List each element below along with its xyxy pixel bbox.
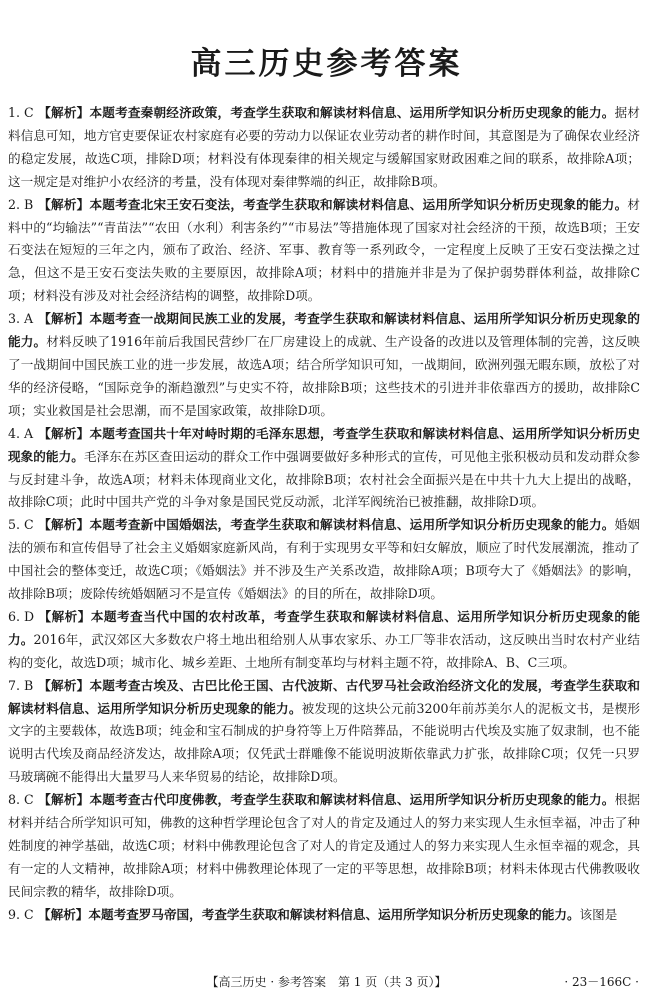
analysis-lead: 本题考查古代印度佛教，考查学生获取和解读材料信息、运用所学知识分析历史现象的能力。 (89, 792, 615, 808)
answer-item-3 (8, 308, 640, 423)
analysis-text: 2016年，武汉郊区大多数农户将土地出租给别人从事农家乐、办工厂等非农活动，这反映出当时农村产业结构的变化，故选D项；城市化、城乡差距、土地所有制变革均与材料主题不符，故排除A、B、C三项。 (8, 631, 640, 670)
analysis-lead: 本题考查当代中国的农村改革，考查学生获取和解读材料信息、运用所学知识分析历史现象的能力。 (8, 608, 641, 647)
analysis-text: 婚姻法的颁布和宣传倡导了社会主义婚姻家庭新风尚，有利于实现男女平等和妇女解放，顺应了时代发展潮流，推动了中国社会的整体变迁，故选C项；《婚姻法》并不涉及生产关系改造，故排除A项；B项夸大了《婚姻法》的影响，故排除B项；废除传统婚姻陋习不是宣传《婚姻法》的目的所在，故排除D项。 (8, 517, 641, 602)
analysis-text: 材料中的“均输法”“青苗法”“农田（水利）利害条约”“市易法”等措施体现了国家对社会经济的干预，故选B项；王安石变法在短短的三年之内，颁布了政治、经济、军事、教育等一系列政令，一定程度上反映了王安石变法操之过急，但这不是王安石变法失败的主要原因，故排除A项；材料中的措施并非是为了保护弱势群体利益，故排除C项；材料没有涉及对社会经济结构的调整，故排除D项。 (8, 196, 641, 304)
analysis-tag: 【解析】 (38, 196, 90, 212)
analysis-tag: 【解析】 (38, 608, 91, 624)
answer-number: 7. B (8, 677, 34, 693)
analysis-lead: 本题考查北宋王安石变法，考查学生获取和解读材料信息、运用所学知识分析历史现象的能力。 (89, 196, 628, 212)
analysis-tag: 【解析】 (38, 677, 90, 693)
analysis-tag: 【解析】 (38, 311, 90, 327)
answer-list (8, 102, 640, 927)
answer-item-8 (8, 789, 640, 904)
analysis-text: 该图是 (579, 906, 618, 922)
analysis-text: 据材料信息可知，地方官吏要保证农村家庭有必要的劳动力以保证农业劳动者的耕作时间，其意图是为了确保农业经济的稳定发展，故选C项，排除D项；材料没有体现秦律的相关规定与缓解国家财政困难之间的联系，故排除A项；这一规定是对维护小农经济的考量，没有体现对秦律弊端的纠正，故排除B项。 (8, 105, 641, 189)
page-footer (0, 971, 653, 993)
analysis-tag: 【解析】 (38, 425, 90, 441)
answer-item-6 (8, 606, 640, 675)
answer-number: 6. D (8, 608, 35, 624)
answer-item-2 (8, 194, 640, 309)
analysis-lead: 本题考查秦朝经济政策，考查学生获取和解读材料信息、运用所学知识分析历史现象的能力。 (89, 105, 615, 120)
answer-number: 3. A (8, 311, 34, 327)
answer-item-9 (8, 904, 640, 927)
analysis-lead: 本题考查国共十年对峙时期的毛泽东思想，考查学生获取和解读材料信息、运用所学知识分析历史现象的能力。 (8, 425, 641, 464)
footer-page-info: 【高三历史 · 参考答案 第 1 页（共 3 页）】 (206, 975, 447, 989)
footer-code: · 23－166C · (564, 975, 639, 989)
answer-number: 5. C (8, 517, 34, 533)
analysis-lead: 本题考查一战期间民族工业的发展，考查学生获取和解读材料信息、运用所学知识分析历史现象的能力。 (8, 311, 641, 350)
analysis-tag: 【解析】 (38, 517, 90, 533)
page-title: 高三历史参考答案 (190, 46, 463, 82)
answer-item-1 (8, 102, 640, 194)
analysis-lead: 本题考查罗马帝国，考查学生获取和解读材料信息、运用所学知识分析历史现象的能力。 (88, 906, 580, 922)
answer-number: 1. C (8, 105, 34, 120)
answer-number: 8. C (8, 792, 34, 808)
answer-number: 2. B (8, 196, 34, 212)
analysis-tag: 【解析】 (38, 105, 90, 120)
analysis-text: 毛泽东在苏区查田运动的群众工作中强调要做好多种形式的宣传，可见他主张积极动员和发动群众参与反封建斗争，故选A项；材料未体现商业文化，故排除B项；农村社会全面振兴是在中共十九大上提出的战略，故排除C项；此时中国共产党的斗争对象是国民党反动派，北洋军阀统治已被推翻，故排除D项。 (8, 448, 641, 510)
analysis-tag: 【解析】 (38, 792, 90, 808)
answer-number: 9. C (8, 906, 34, 922)
analysis-text: 材料反映了1916年前后我国民营纱厂在厂房建设上的成就、生产设备的改进以及管理体制的完善，这反映了一战期间中国民族工业的进一步发展，故选A项；结合所学知识可知，一战期间，欧洲列强无暇东顾，放松了对华的经济侵略，“国际竞争的渐趋激烈”与史实不符，故排除B项；这些技术的引进并非依靠西方的援助，故排除C项；实业救国是社会思潮，而不是国家政策，故排除D项。 (8, 334, 640, 418)
answer-item-4 (8, 423, 640, 515)
analysis-lead: 本题考查新中国婚姻法，考查学生获取和解读材料信息、运用所学知识分析历史现象的能力。 (89, 517, 615, 533)
answer-item-7 (8, 675, 640, 790)
analysis-text: 根据材料并结合所学知识可知，佛教的这种哲学理论包含了对人的肯定及通过人的努力来实现人生永恒幸福，冲击了种姓制度的神学基础，故选C项；材料中佛教理论包含了对人的肯定及通过人的努力来实现人生永恒幸福的观念，具有一定的人文精神，故排除A项；材料中佛教理论体现了一定的平等思想，故排除B项；材料未体现古代佛教吸收民间宗教的精华，故排除D项。 (8, 792, 641, 899)
answer-item-5 (8, 514, 640, 606)
analysis-tag: 【解析】 (38, 906, 89, 922)
answer-number: 4. A (8, 425, 34, 441)
analysis-text: 被发现的这块公元前3200年前苏美尔人的泥板文书，是楔形文字的主要载体，故选B项；纯金和宝石制成的护身符等上万件陪葬品，不能说明古代埃及实施了奴隶制，也不能说明古代埃及商品经济发达，故排除A项；仅凭武士群雕像不能说明波斯依靠武力扩张，故排除C项；仅凭一只罗马玻璃碗不能得出大量罗马人来华贸易的结论，故排除D项。 (8, 700, 640, 785)
analysis-lead: 本题考查古埃及、古巴比伦王国、古代波斯、古代罗马社会政治经济文化的发展，考查学生获取和解读材料信息、运用所学知识分析历史现象的能力。 (8, 677, 641, 716)
